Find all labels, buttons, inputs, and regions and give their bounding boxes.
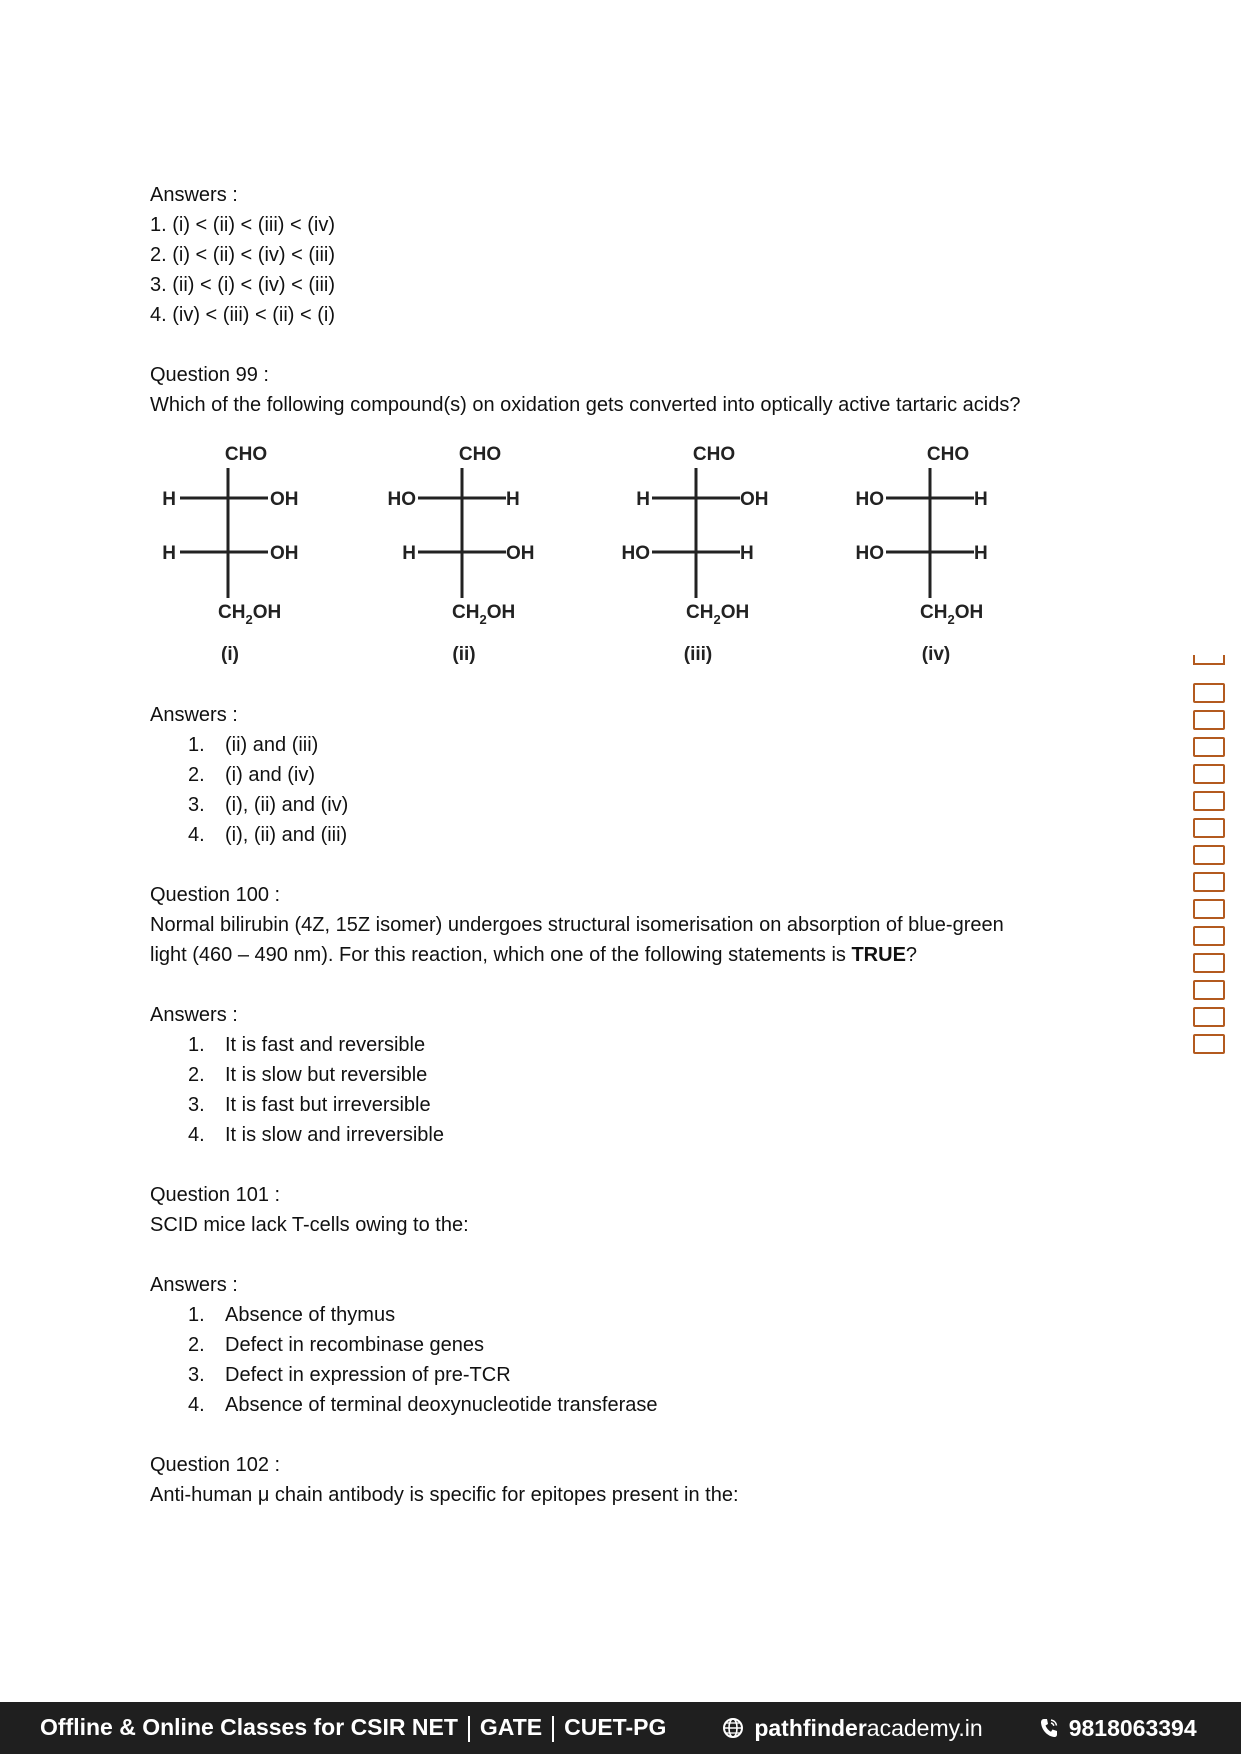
fischer-structure-iii <box>622 444 769 665</box>
q100-text-line2: light (460 – 490 nm). For this reaction, which one of the following statements is TRUE? <box>150 944 918 966</box>
s3-bottom-a: CH <box>686 602 714 623</box>
svg-text:CH2OH <box>452 602 515 627</box>
q99-options <box>150 730 1090 850</box>
s3-label: (iii) <box>683 644 713 665</box>
side-box <box>1193 1007 1225 1027</box>
s4-r2-right: H <box>974 543 988 564</box>
q99-option-2: 2. (i) and (iv) <box>188 764 316 786</box>
fischer-structure-i <box>162 444 298 665</box>
side-box <box>1193 980 1225 1000</box>
s1-label: (i) <box>221 644 239 665</box>
s1-top: CHO <box>224 444 268 465</box>
q100-text-line1: Normal bilirubin (4Z, 15Z isomer) undergoes structural isomerisation on absorption of blue-green <box>150 914 1004 936</box>
globe-icon <box>722 1717 744 1739</box>
q102-label: Question 102 : <box>150 1454 281 1476</box>
q99-text: Which of the following compound(s) on oxidation gets converted into optically active tartaric acids? <box>150 394 1021 416</box>
s1-bottom-sub: 2 <box>245 612 253 627</box>
q100-answers-label: Answers : <box>150 1004 238 1026</box>
s3-r2-right: H <box>740 543 754 564</box>
side-box <box>1193 818 1225 838</box>
footer-gate: GATE <box>479 1714 543 1741</box>
q101-text: SCID mice lack T-cells owing to the: <box>150 1214 469 1236</box>
side-box <box>1193 764 1225 784</box>
s1-r2-left: H <box>162 543 176 564</box>
side-box <box>1193 737 1225 757</box>
s1-bottom-a: CH <box>218 602 246 623</box>
phone-icon <box>1039 1717 1059 1739</box>
s4-r2-left: HO <box>855 543 884 564</box>
fischer-structure-iv <box>856 444 988 665</box>
q98-option-3: 3. (ii) < (i) < (iv) < (iii) <box>150 274 335 296</box>
s3-r2-left: HO <box>621 543 650 564</box>
s4-top: CHO <box>926 444 970 465</box>
s2-bottom-a: CH <box>452 602 480 623</box>
s3-r1-right: OH <box>740 489 769 510</box>
side-watermark-boxes <box>1193 655 1227 1061</box>
page-content <box>150 180 1090 1510</box>
q101-option-4: 4. Absence of terminal deoxynucleotide transferase <box>188 1394 658 1416</box>
s3-r1-left: H <box>636 489 650 510</box>
s2-label: (ii) <box>452 644 476 665</box>
q102-text: Anti-human μ chain antibody is specific for epitopes present in the: <box>150 1484 739 1506</box>
q99-option-3: 3. (i), (ii) and (iv) <box>188 794 349 816</box>
s4-bottom-b: OH <box>954 602 984 623</box>
q100-label: Question 100 : <box>150 884 281 906</box>
s2-bottom-b: OH <box>486 602 516 623</box>
side-box <box>1193 872 1225 892</box>
side-box <box>1193 845 1225 865</box>
footer-cuet: CUET-PG <box>564 1714 667 1741</box>
s1-r1-left: H <box>162 489 176 510</box>
footer-phone[interactable]: 9818063394 <box>1039 1715 1197 1742</box>
side-box <box>1193 926 1225 946</box>
s3-top: CHO <box>692 444 736 465</box>
q101-option-1: 1. Absence of thymus <box>188 1304 396 1326</box>
s4-bottom-a: CH <box>920 602 948 623</box>
q98-option-4: 4. (iv) < (iii) < (ii) < (i) <box>150 304 335 326</box>
q100-option-3: 3. It is fast but irreversible <box>188 1094 431 1116</box>
s1-r1-right: OH <box>270 489 299 510</box>
q100-option-1: 1. It is fast and reversible <box>188 1034 426 1056</box>
footer-website-link[interactable]: pathfinder academy.in <box>722 1715 982 1742</box>
q101-label: Question 101 : <box>150 1184 281 1206</box>
q99-option-4: 4. (i), (ii) and (iii) <box>188 824 348 846</box>
q100-options <box>150 1030 1090 1150</box>
q101-option-2: 2. Defect in recombinase genes <box>188 1334 485 1356</box>
q100-option-2: 2. It is slow but reversible <box>188 1064 428 1086</box>
q101-option-3: 3. Defect in expression of pre-TCR <box>188 1364 511 1386</box>
svg-text:CH2OH <box>686 602 749 627</box>
side-box <box>1193 1034 1225 1054</box>
fischer-structure-ii <box>388 444 535 665</box>
q98-option-2: 2. (i) < (ii) < (iv) < (iii) <box>150 244 335 266</box>
s2-bottom-sub: 2 <box>479 612 487 627</box>
q99-option-1: 1. (ii) and (iii) <box>188 734 319 756</box>
q101-options <box>150 1300 1090 1420</box>
s2-r1-left: HO <box>387 489 416 510</box>
s4-bottom-sub: 2 <box>947 612 955 627</box>
s2-r2-left: H <box>402 543 416 564</box>
q100-true-emphasis: TRUE <box>851 944 906 966</box>
side-box <box>1193 683 1225 703</box>
fischer-projections-figure <box>150 420 1090 700</box>
s4-label: (iv) <box>921 644 951 665</box>
q98-option-1: 1. (i) < (ii) < (iii) < (iv) <box>150 214 335 236</box>
s1-bottom-b: OH <box>252 602 282 623</box>
footer-classes: Offline & Online Classes for CSIR NET GATE CUET-PG <box>40 1714 667 1741</box>
side-box <box>1193 791 1225 811</box>
q100-option-4: 4. It is slow and irreversible <box>188 1124 444 1146</box>
q99-label: Question 99 : <box>150 364 269 386</box>
s2-r1-right: H <box>506 489 520 510</box>
svg-text:CH2OH <box>218 602 281 627</box>
footer-banner <box>0 1702 1241 1754</box>
s2-top: CHO <box>458 444 502 465</box>
side-box <box>1193 899 1225 919</box>
svg-text:CH2OH <box>920 602 983 627</box>
q98-answers-label: Answers : <box>150 184 238 206</box>
q101-answers-label: Answers : <box>150 1274 238 1296</box>
s1-r2-right: OH <box>270 543 299 564</box>
side-box <box>1193 710 1225 730</box>
s3-bottom-b: OH <box>720 602 750 623</box>
q99-answers-label: Answers : <box>150 704 238 726</box>
s4-r1-right: H <box>974 489 988 510</box>
side-box <box>1193 953 1225 973</box>
side-box-tick <box>1193 655 1225 665</box>
s2-r2-right: OH <box>506 543 535 564</box>
s4-r1-left: HO <box>855 489 884 510</box>
s3-bottom-sub: 2 <box>713 612 721 627</box>
